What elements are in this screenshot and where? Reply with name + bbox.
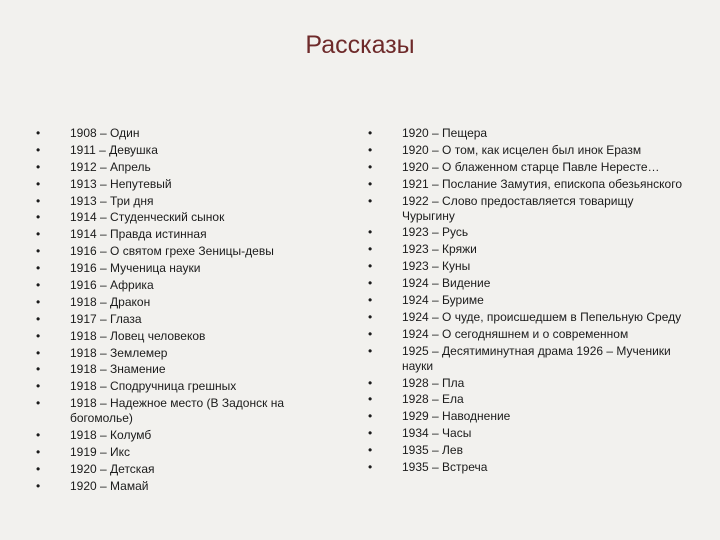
list-item-text: 1919 – Икс [70,445,131,460]
list-item-text: 1928 – Ела [402,392,464,407]
bullet-icon: • [368,259,373,274]
list-item [368,242,688,257]
list-item [368,460,688,475]
list-item [36,379,336,394]
list-item [368,143,688,158]
list-item-text: 1918 – Ловец человеков [70,328,206,343]
list-item-text: 1918 – Знамение [70,362,166,377]
bullet-icon: • [368,426,373,441]
bullet-icon: • [36,278,41,293]
list-item-text: 1913 – Три дня [70,193,154,208]
list-item-text: 1925 – Десятиминутная драма 1926 – Мученики науки [402,343,671,373]
bullet-icon: • [36,126,41,140]
bullet-icon: • [368,225,373,240]
list-item [368,293,688,308]
bullet-icon: • [368,126,373,140]
list-item-text: 1914 – Студенческий сынок [70,210,225,225]
list-item [36,462,336,477]
bullet-icon: • [368,276,373,291]
list-item-text: 1918 – Колумб [70,428,152,443]
bullet-icon: • [36,445,41,460]
bullet-icon: • [368,460,373,475]
list-item-text: 1918 – Сподручница грешных [70,379,237,394]
list-item [368,443,688,458]
bullet-icon: • [36,328,41,343]
bullet-icon: • [368,309,373,324]
bullet-icon: • [36,362,41,377]
list-item-text: 1920 – Мамай [70,478,149,493]
list-item [368,409,688,424]
list-item [368,276,688,291]
list-item [368,327,688,342]
bullet-icon: • [368,409,373,424]
list-item-text: 1917 – Глаза [70,311,142,326]
bullet-icon: • [36,345,41,360]
list-item-text: 1920 – О том, как исцелен был инок Еразм [402,142,642,157]
bullet-icon: • [368,176,373,191]
list-item [36,177,336,192]
bullet-icon: • [36,261,41,276]
list-item-text: 1920 – Детская [70,461,155,476]
bullet-icon: • [36,311,41,326]
bullet-icon: • [368,343,373,358]
bullet-icon: • [368,392,373,407]
list-item [36,227,336,242]
list-item [36,329,336,344]
list-item-text: 1918 – Дракон [70,294,151,309]
list-item [36,126,336,141]
list-item-text: 1918 – Надежное место (В Задонск на богомолье) [70,396,284,426]
list-item [368,376,688,391]
list-item-text: 1924 – О чуде, происшедшем в Пепельную Среду [402,309,682,324]
list-item [368,392,688,407]
bullet-icon: • [36,379,41,394]
bullet-icon: • [36,142,41,157]
list-item-text: 1922 – Слово предоставляется товарищу Чурыгину [402,193,634,223]
list-item [36,278,336,293]
list-item-text: 1914 – Правда истинная [70,227,207,242]
list-item [36,160,336,175]
list-item-text: 1923 – Русь [402,225,469,240]
list-item [368,344,688,374]
list-item [368,225,688,240]
stories-list-left [36,126,336,496]
list-item [36,143,336,158]
bullet-icon: • [36,210,41,225]
list-item [368,426,688,441]
list-item [36,194,336,209]
bullet-icon: • [368,443,373,458]
bullet-icon: • [36,244,41,259]
list-item-text: 1913 – Непутевый [70,176,172,191]
list-item-text: 1921 – Послание Замутия, епископа обезьянского [402,176,683,191]
list-item [36,312,336,327]
bullet-icon: • [368,142,373,157]
list-item-text: 1923 – Куны [402,259,471,274]
list-item-text: 1916 – Мученица науки [70,261,201,276]
list-item [36,445,336,460]
bullet-icon: • [368,242,373,257]
list-item-text: 1920 – О блаженном старце Павле Нересте… [402,159,660,174]
list-item-text: 1916 – Африка [70,278,154,293]
list-item-text: 1935 – Встреча [402,460,488,475]
bullet-icon: • [368,293,373,308]
list-item [36,295,336,310]
list-item [368,160,688,175]
list-item-text: 1934 – Часы [402,426,472,441]
bullet-icon: • [36,478,41,493]
list-item-text: 1924 – Видение [402,276,491,291]
list-item-text: 1908 – Один [70,126,140,140]
bullet-icon: • [368,375,373,390]
list-item-text: 1924 – О сегодняшнем и о современном [402,326,629,341]
bullet-icon: • [36,294,41,309]
bullet-icon: • [36,461,41,476]
list-item-text: 1923 – Кряжи [402,242,477,257]
list-item [368,194,688,224]
list-item [36,428,336,443]
bullet-icon: • [36,176,41,191]
bullet-icon: • [368,193,373,208]
list-item [36,346,336,361]
page-title: Рассказы [305,31,415,59]
bullet-icon: • [36,396,41,411]
list-item-text: 1928 – Пла [402,375,465,390]
stories-list-right [368,126,688,477]
list-item [368,126,688,141]
bullet-icon: • [368,326,373,341]
list-item-text: 1911 – Девушка [70,142,158,157]
bullet-icon: • [368,159,373,174]
list-item [368,310,688,325]
bullet-icon: • [36,227,41,242]
list-item-text: 1920 – Пещера [402,126,488,140]
list-item-text: 1912 – Апрель [70,159,151,174]
list-item-text: 1929 – Наводнение [402,409,511,424]
list-item [368,177,688,192]
list-item [368,259,688,274]
list-item-text: 1935 – Лев [402,443,463,458]
bullet-icon: • [36,428,41,443]
list-item [36,261,336,276]
list-item [36,244,336,259]
list-item [36,362,336,377]
list-item-text: 1918 – Землемер [70,345,168,360]
bullet-icon: • [36,159,41,174]
list-item [36,479,336,494]
list-item [36,210,336,225]
list-item-text: 1916 – О святом грехе Зеницы-девы [70,244,274,259]
list-item-text: 1924 – Буриме [402,293,484,308]
list-item [36,396,336,426]
bullet-icon: • [36,193,41,208]
